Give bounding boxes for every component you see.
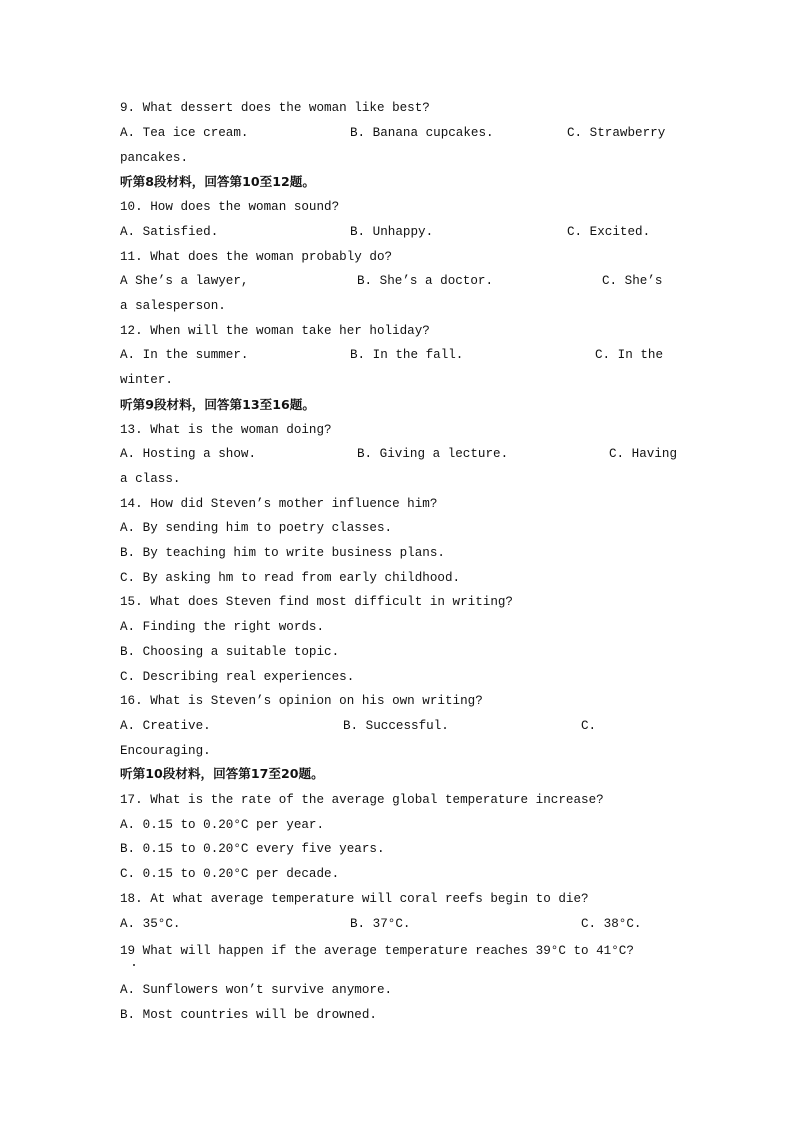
q17-option-b: B. 0.15 to 0.20°C every five years. — [120, 842, 385, 856]
question-13: 13. What is the woman doing? — [120, 423, 332, 437]
q16-option-a: A. Creative. — [120, 719, 211, 733]
q17-option-a: A. 0.15 to 0.20°C per year. — [120, 818, 325, 832]
q19-option-b: B. Most countries will be drowned. — [120, 1008, 377, 1022]
q15-option-a: A. Finding the right words. — [120, 620, 325, 634]
q9-option-b: B. Banana cupcakes. — [350, 126, 494, 140]
question-9: 9. What dessert does the woman like best? — [120, 101, 430, 115]
q10-option-b: B. Unhappy. — [350, 225, 434, 239]
q9-option-c-continued: pancakes. — [120, 151, 189, 165]
question-14: 14. How did Steven’s mother influence him? — [120, 497, 438, 511]
q14-option-a: A. By sending him to poetry classes. — [120, 521, 393, 535]
q12-option-a: A. In the summer. — [120, 348, 249, 362]
q13-option-c: C. Having — [609, 447, 678, 461]
q17-option-c: C. 0.15 to 0.20°C per decade. — [120, 867, 340, 881]
q15-option-b: B. Choosing a suitable topic. — [120, 645, 340, 659]
q13-option-b: B. Giving a lecture. — [357, 447, 509, 461]
section-heading-10: 听第10段材料，回答第17至20题。 — [120, 766, 324, 781]
q9-option-c: C. Strawberry — [567, 126, 666, 140]
q14-option-c: C. By asking hm to read from early childhood. — [120, 571, 461, 585]
question-19: 19 What will happen if the average temperature reaches 39°C to 41°C? — [120, 944, 634, 958]
q12-option-b: B. In the fall. — [350, 348, 464, 362]
q13-option-c-continued: a class. — [120, 472, 181, 486]
q12-option-c-continued: winter. — [120, 373, 173, 387]
q13-option-a: A. Hosting a show. — [120, 447, 257, 461]
q16-option-c-continued: Encouraging. — [120, 744, 211, 758]
question-11: 11. What does the woman probably do? — [120, 250, 393, 264]
section-heading-8: 听第8段材料，回答第10至12题。 — [120, 174, 315, 189]
section-heading-9: 听第9段材料，回答第13至16题。 — [120, 397, 315, 412]
q9-option-a: A. Tea ice cream. — [120, 126, 249, 140]
question-16: 16. What is Steven’s opinion on his own writing? — [120, 694, 483, 708]
q11-option-b: B. She’s a doctor. — [357, 274, 494, 288]
q10-option-c: C. Excited. — [567, 225, 651, 239]
question-12: 12. When will the woman take her holiday? — [120, 324, 430, 338]
q18-option-b: B. 37°C. — [350, 917, 411, 931]
q19-option-a: A. Sunflowers won’t survive anymore. — [120, 983, 393, 997]
q18-option-c: C. 38°C. — [581, 917, 642, 931]
question-18: 18. At what average temperature will coral reefs begin to die? — [120, 892, 589, 906]
q14-option-b: B. By teaching him to write business plans. — [120, 546, 445, 560]
q16-option-c: C. — [581, 719, 597, 733]
q12-option-c: C. In the — [595, 348, 664, 362]
question-17: 17. What is the rate of the average global temperature increase? — [120, 793, 604, 807]
stray-mark — [133, 964, 135, 966]
q11-option-c-continued: a salesperson. — [120, 299, 226, 313]
q11-option-c: C. She’s — [602, 274, 663, 288]
question-15: 15. What does Steven find most difficult in writing? — [120, 595, 513, 609]
q10-option-a: A. Satisfied. — [120, 225, 219, 239]
q15-option-c: C. Describing real experiences. — [120, 670, 355, 684]
q18-option-a: A. 35°C. — [120, 917, 181, 931]
q11-option-a: A She’s a lawyer, — [120, 274, 249, 288]
question-10: 10. How does the woman sound? — [120, 200, 340, 214]
q16-option-b: B. Successful. — [343, 719, 449, 733]
